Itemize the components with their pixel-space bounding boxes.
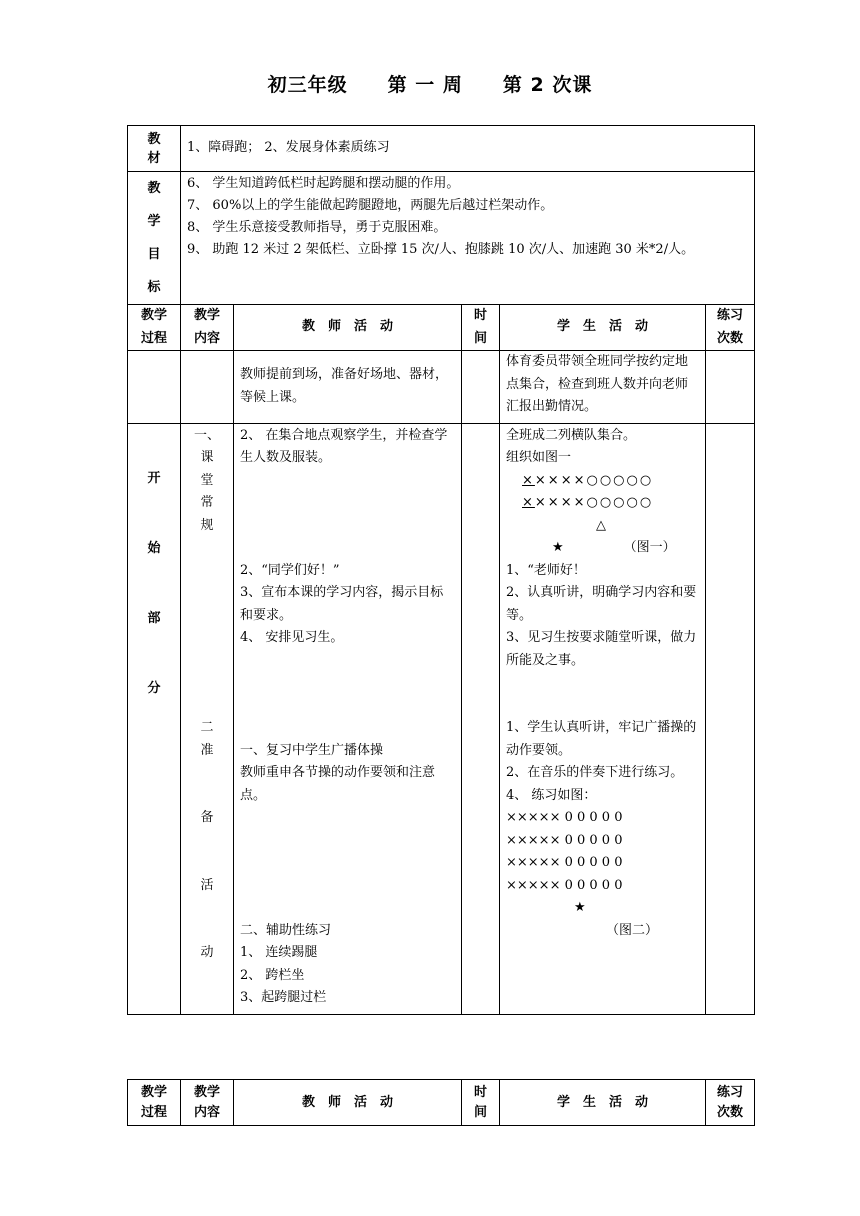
header-reps: 练习 次数 (706, 1080, 755, 1126)
formation-two-row: ××××× 0 0 0 0 0 (506, 855, 623, 870)
start-section-row (128, 423, 755, 1014)
pre-teacher-text: 教师提前到场，准备好场地、器材，等候上课。 (234, 351, 462, 424)
header-process: 教学 过程 (128, 1080, 181, 1126)
start-content: 一、 课 堂 常 规 二 准 备 活 动 (181, 423, 234, 1014)
goal-item: 8、 学生乐意接受教师指导，勇于克服困难。 (187, 220, 447, 235)
figure-two-caption: （图二） (606, 922, 659, 938)
header-student: 学 生 活 动 (500, 1080, 706, 1126)
pre-class-row (128, 351, 755, 424)
goal-item: 7、 60%以上的学生能做起跨腿蹬地，两腿先后越过栏架动作。 (187, 198, 554, 213)
title-lesson: 第 2 次课 (502, 74, 593, 96)
formation-two-row: ××××× 0 0 0 0 0 (506, 877, 623, 893)
goal-item: 6、 学生知道跨低栏时起跨腿和摆动腿的作用。 (187, 176, 460, 191)
goals-row (128, 172, 755, 305)
start-section-label: 开 始 部 分 (128, 423, 181, 1014)
title-grade: 初三年级 (267, 74, 348, 96)
header-student: 学 生 活 动 (500, 305, 706, 351)
page-title (0, 70, 860, 97)
lesson-plan-table-continued (127, 1079, 755, 1126)
goals-list (181, 172, 755, 305)
pre-student-text: 体育委员带领全班同学按约定地点集合，检查到班人数并向老师汇报出勤情况。 (500, 351, 706, 424)
star-icon: ★ (574, 900, 586, 915)
header-teacher: 教 师 活 动 (234, 305, 462, 351)
star-icon: ★ (552, 540, 564, 555)
header-time: 时 间 (462, 1080, 500, 1126)
formation-two-row: ××××× 0 0 0 0 0 (506, 832, 623, 848)
formation-one-row: ×××××○○○○○ (522, 495, 654, 510)
header-row (128, 305, 755, 351)
material-text: 1、障碍跑； 2、发展身体素质练习 (181, 126, 755, 172)
title-week: 第 一 周 (387, 74, 463, 96)
teacher-triangle-icon: △ (596, 517, 606, 533)
header-content: 教学 内容 (181, 1080, 234, 1126)
header-teacher: 教 师 活 动 (234, 1080, 462, 1126)
figure-one-caption: （图一） (623, 540, 676, 555)
material-label: 教 材 (128, 126, 181, 172)
goals-label: 教 学 目 标 (128, 172, 181, 305)
header-reps: 练习 次数 (706, 305, 755, 351)
header-content: 教学 内容 (181, 305, 234, 351)
formation-one-row: ×××××○○○○○ (522, 472, 654, 488)
start-student: 全班成二列横队集合。 组织如图一 ×××××○○○○○ ×××××○○○○○ △ ★ （图一） 1、“老师好！ 2、认真听讲，明确学习内容和要等。 3、见习生按要求随堂听课，做力所能及之事。 1、学生认真听讲，牢记广播操的动作要领。 2、在音乐的伴奏下进行练习。 4、 练习如图： ××××× 0 0 0 0 0 ××××× 0 0 0 0 0 ××××× 0 0 0 0 0 ××××× 0 0 0 0 0 ★ （图二） (500, 423, 706, 1014)
header-time: 时 间 (462, 305, 500, 351)
lesson-plan-table (127, 125, 755, 1015)
header-row (128, 1080, 755, 1126)
goal-item: 9、 助跑 12 米过 2 架低栏、立卧撑 15 次/人、抱膝跳 10 次/人、加速跑 30 米*2/人。 (187, 242, 695, 257)
material-row (128, 126, 755, 172)
content-routine-label: 一、 (193, 427, 220, 443)
header-process: 教学 过程 (128, 305, 181, 351)
formation-two-row: ××××× 0 0 0 0 0 (506, 810, 623, 825)
start-teacher: 2、 在集合地点观察学生，并检查学生人数及服装。 2、“同学们好！” 3、宣布本课的学习内容，揭示目标和要求。 4、 安排见习生。 一、复习中学生广播体操 教师重申各节操的动作要领和注意点。 二、辅助性练习 1、 连续踢腿 2、 跨栏坐 3、起跨腿过栏 (234, 423, 462, 1014)
content-warmup-label: 二 (200, 720, 214, 735)
